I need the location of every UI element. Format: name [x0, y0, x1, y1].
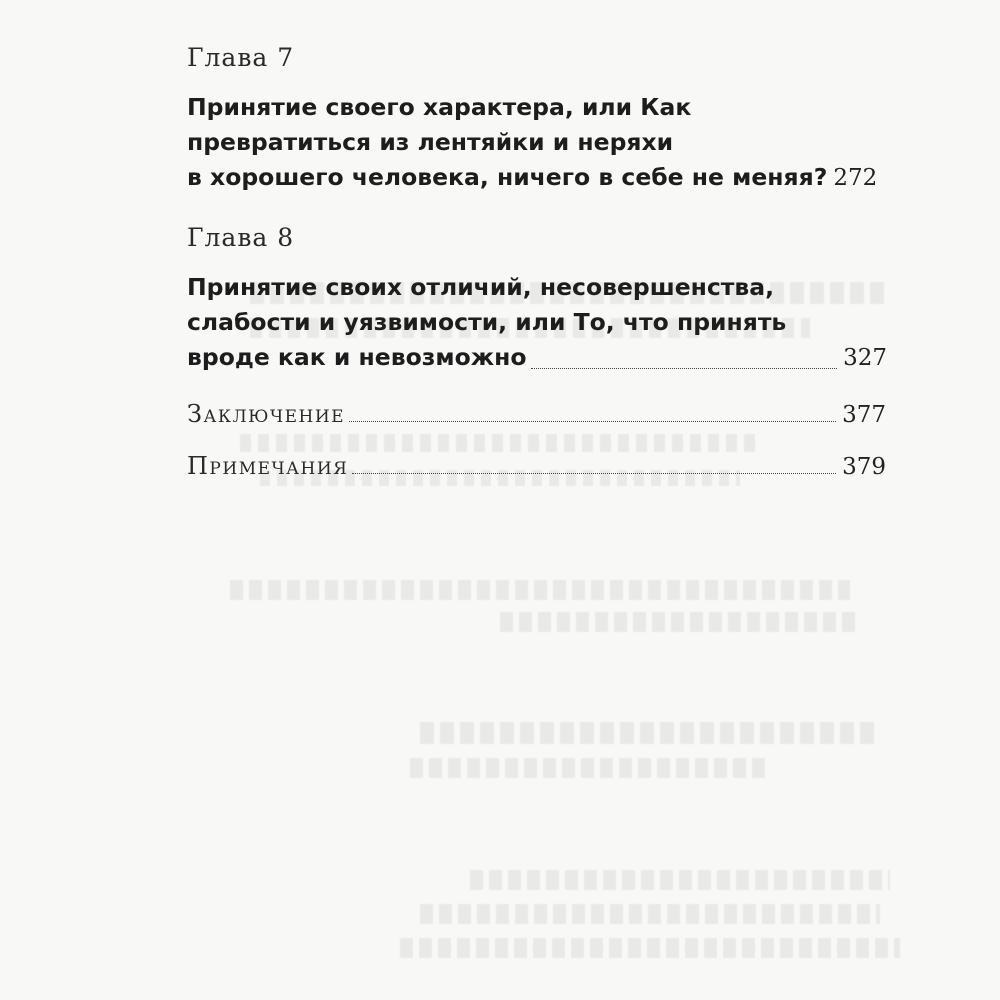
leader-dots	[352, 472, 836, 474]
chapter-title-line: вроде как и невозможно	[187, 343, 527, 371]
page-number: 272	[833, 165, 878, 191]
chapter-title-line: превратиться из лентяйки и неряхи	[187, 128, 674, 156]
chapter-label: Глава 7	[187, 43, 295, 72]
toc-entry-chapter-8[interactable]	[187, 222, 887, 376]
toc-entry-chapter-7[interactable]	[187, 42, 887, 196]
leader-dots	[349, 420, 836, 422]
page-number: 327	[843, 345, 887, 371]
chapter-label: Глава 8	[187, 223, 295, 252]
chapter-title-line: Принятие своего характера, или Как	[187, 93, 692, 121]
chapter-title	[187, 90, 887, 196]
page-number: 377	[842, 402, 886, 428]
back-matter-label: Примечания	[187, 452, 349, 480]
chapter-title-line: Принятие своих отличий, несовершенства,	[187, 273, 775, 301]
chapter-title-line: слабости и уязвимости, или То, что принять	[187, 308, 787, 336]
toc-entry-notes[interactable]	[187, 452, 886, 480]
chapter-title-last-line	[187, 340, 887, 376]
toc-entry-conclusion[interactable]	[187, 400, 886, 428]
chapter-title	[187, 270, 887, 376]
chapter-title-line: в хорошего человека, ничего в себе не меняя?	[187, 163, 828, 191]
page-number: 379	[842, 454, 886, 480]
leader-dots	[531, 367, 838, 369]
chapter-title-last-line	[187, 160, 887, 196]
back-matter-label: Заключение	[187, 400, 346, 428]
